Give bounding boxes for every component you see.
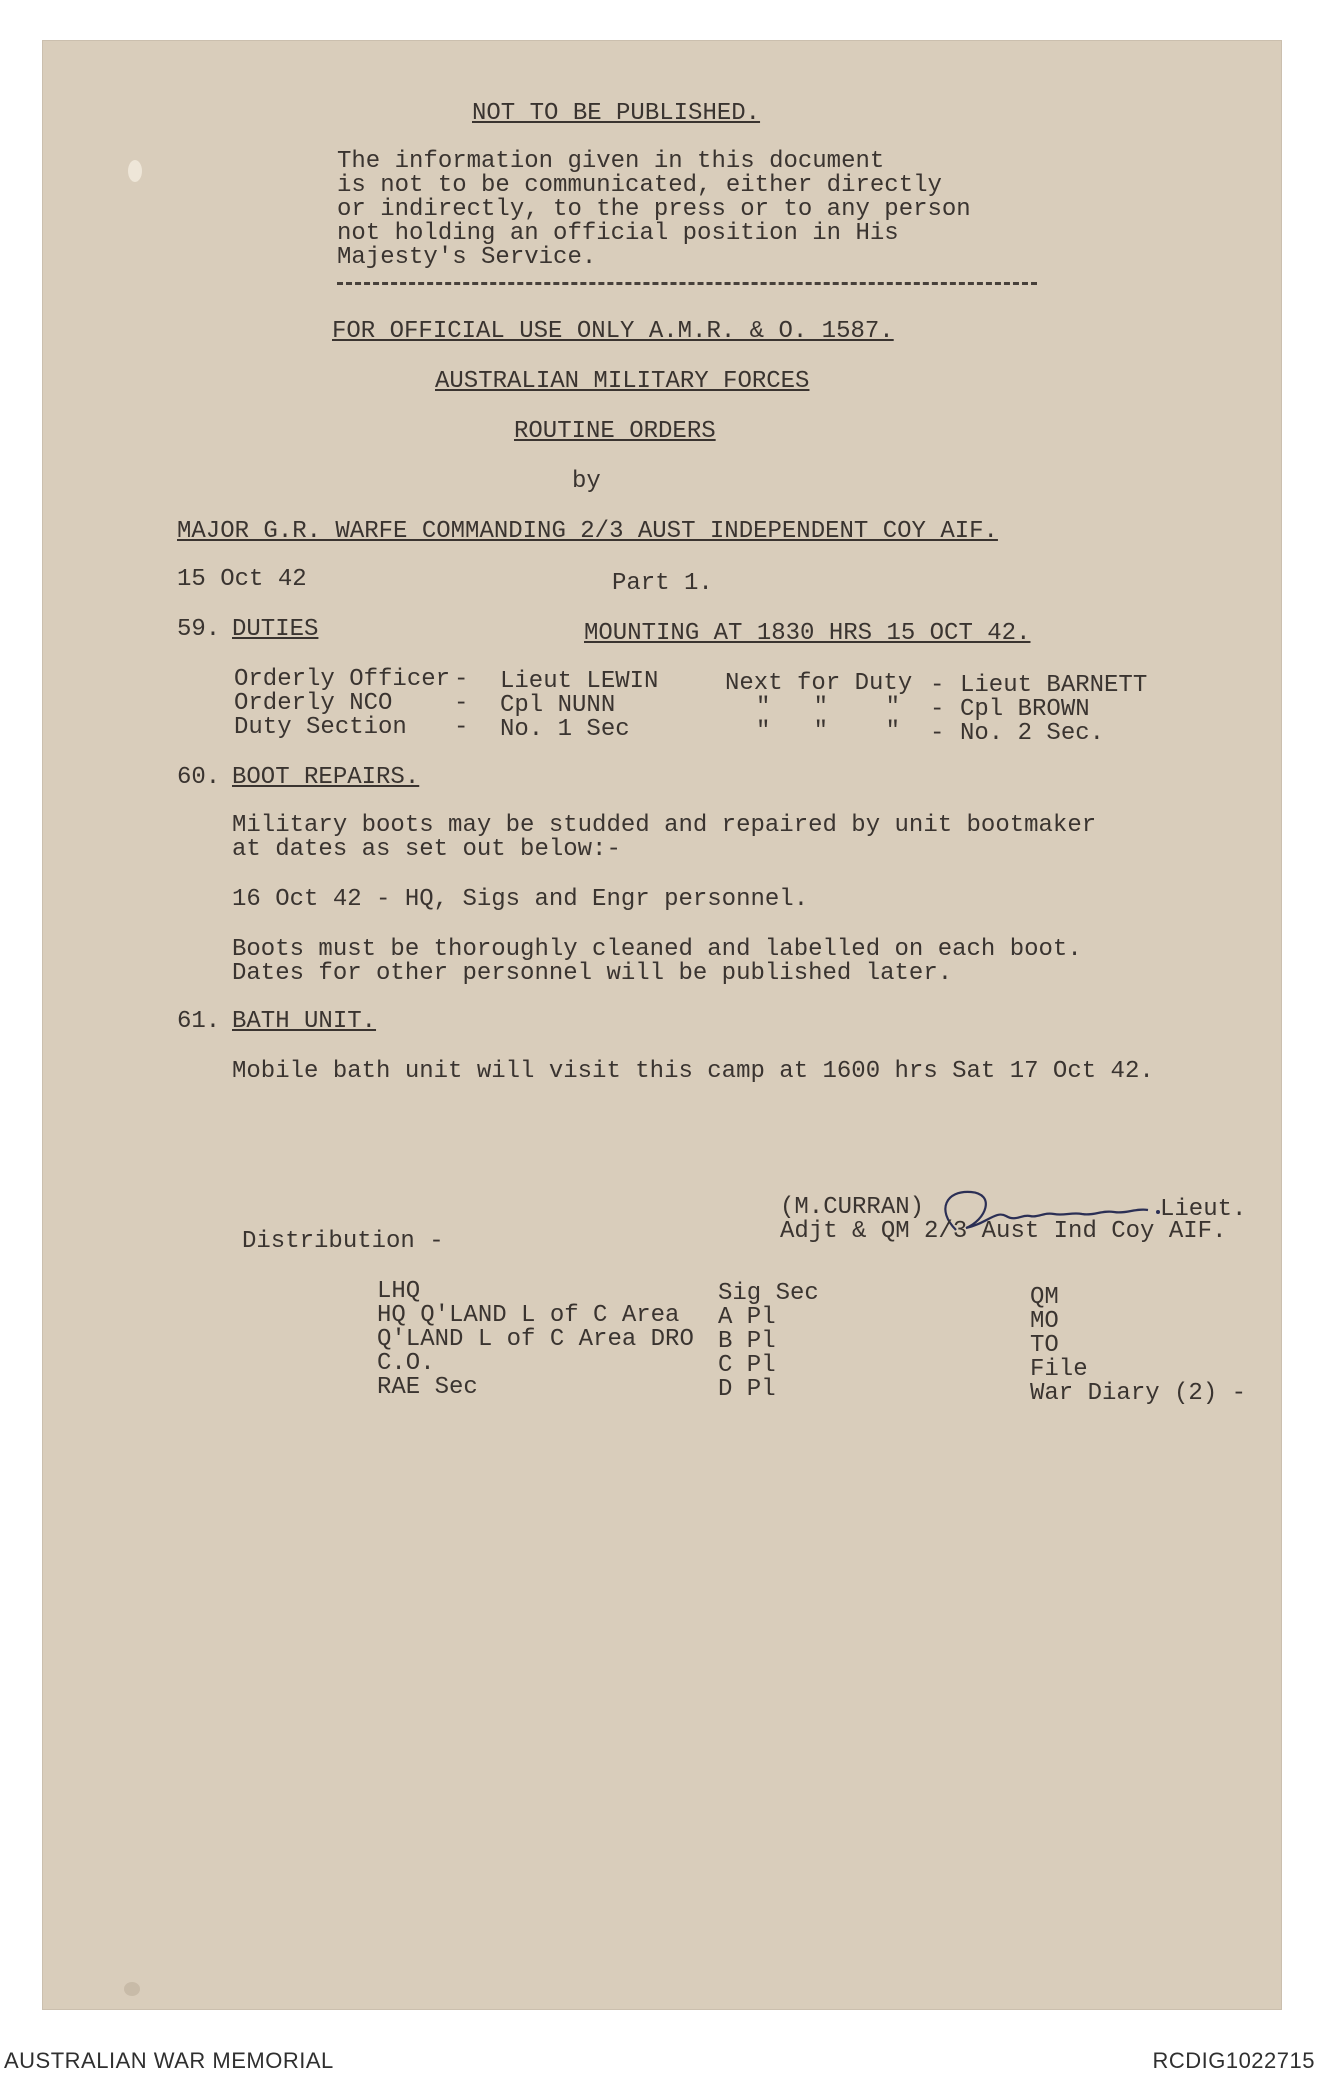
distribution-col1-item: LHQ bbox=[377, 1278, 421, 1305]
duty-sep: - bbox=[930, 696, 945, 723]
duty-name: Cpl NUNN bbox=[500, 692, 616, 719]
duty-sep: - bbox=[454, 666, 469, 693]
distribution-col2-item: D Pl bbox=[718, 1376, 776, 1403]
duty-next: " " " bbox=[756, 694, 901, 721]
warning-line-3: or indirectly, to the press or to any person bbox=[337, 196, 971, 223]
duty-sep: - bbox=[454, 714, 469, 741]
bath-unit-heading: BATH UNIT. bbox=[232, 1008, 377, 1035]
distribution-col3-item: MO bbox=[1030, 1308, 1059, 1335]
boot-schedule-line: 16 Oct 42 - HQ, Sigs and Engr personnel. bbox=[232, 886, 809, 913]
bath-unit-text: Mobile bath unit will visit this camp at 1600 hrs Sat 17 Oct 42. bbox=[232, 1058, 1154, 1085]
warning-line-1: The information given in this document bbox=[337, 148, 885, 175]
mounting-line: MOUNTING AT 1830 HRS 15 OCT 42. bbox=[584, 620, 1031, 647]
item-number: 59. bbox=[177, 616, 221, 643]
distribution-col2-item: C Pl bbox=[718, 1352, 776, 1379]
boot-text-line: at dates as set out below:- bbox=[232, 836, 621, 863]
boot-text-line: Dates for other personnel will be published later. bbox=[232, 960, 953, 987]
duty-sep: - bbox=[454, 690, 469, 717]
distribution-col1-item: RAE Sec bbox=[377, 1374, 478, 1401]
distribution-col2-item: A Pl bbox=[718, 1304, 776, 1331]
paper-mark bbox=[124, 1982, 140, 1996]
duty-next-name: Lieut BARNETT bbox=[960, 672, 1148, 699]
distribution-col3-item: War Diary (2) - bbox=[1030, 1380, 1247, 1407]
distribution-col2-item: Sig Sec bbox=[718, 1280, 819, 1307]
force-heading: AUSTRALIAN MILITARY FORCES bbox=[435, 368, 810, 395]
signatory-appointment: Adjt & QM 2/3 Aust Ind Coy AIF. bbox=[780, 1218, 1227, 1245]
warning-line-2: is not to be communicated, either directly bbox=[337, 172, 942, 199]
distribution-col2-item: B Pl bbox=[718, 1328, 776, 1355]
duty-name: Lieut LEWIN bbox=[500, 668, 659, 695]
duty-next-name: Cpl BROWN bbox=[960, 696, 1090, 723]
distribution-col1-item: C.O. bbox=[377, 1350, 435, 1377]
archive-footer-right: RCDIG1022715 bbox=[1152, 2048, 1315, 2073]
item-number: 60. bbox=[177, 764, 221, 791]
distribution-col1-item: HQ Q'LAND L of C Area bbox=[377, 1302, 680, 1329]
part-label: Part 1. bbox=[612, 570, 713, 597]
not-published-heading: NOT TO BE PUBLISHED. bbox=[472, 100, 761, 127]
signatory-name: (M.CURRAN) bbox=[780, 1194, 925, 1221]
duty-next: Next for Duty bbox=[725, 670, 913, 697]
paper-mark bbox=[128, 160, 142, 182]
duty-next-name: No. 2 Sec. bbox=[960, 720, 1105, 747]
duty-next: " " " bbox=[756, 718, 901, 745]
duties-heading: DUTIES bbox=[232, 616, 319, 643]
distribution-label: Distribution - bbox=[242, 1228, 444, 1255]
item-number: 61. bbox=[177, 1008, 221, 1035]
duty-name: No. 1 Sec bbox=[500, 716, 630, 743]
duty-role: Duty Section bbox=[234, 714, 407, 741]
boot-text-line: Military boots may be studded and repaired by unit bootmaker bbox=[232, 812, 1097, 839]
distribution-col3-item: File bbox=[1030, 1356, 1088, 1383]
distribution-col3-item: TO bbox=[1030, 1332, 1059, 1359]
warning-line-4: not holding an official position in His bbox=[337, 220, 899, 247]
document-page bbox=[42, 40, 1282, 2010]
order-date: 15 Oct 42 bbox=[177, 566, 307, 593]
boot-text-line: Boots must be thoroughly cleaned and labelled on each boot. bbox=[232, 936, 1082, 963]
official-use-line: FOR OFFICIAL USE ONLY A.M.R. & O. 1587. bbox=[332, 318, 894, 345]
distribution-col3-item: QM bbox=[1030, 1284, 1059, 1311]
archive-footer-left: AUSTRALIAN WAR MEMORIAL bbox=[4, 2048, 334, 2073]
duty-sep: - bbox=[930, 672, 945, 699]
orders-title: ROUTINE ORDERS bbox=[514, 418, 716, 445]
boot-repairs-heading: BOOT REPAIRS. bbox=[232, 764, 420, 791]
by-line: by bbox=[572, 468, 601, 495]
signatory-rank: Lieut. bbox=[1160, 1196, 1247, 1223]
duty-role: Orderly Officer bbox=[234, 666, 451, 693]
distribution-col1-item: Q'LAND L of C Area DRO bbox=[377, 1326, 694, 1353]
duty-role: Orderly NCO bbox=[234, 690, 393, 717]
duty-sep: - bbox=[930, 720, 945, 747]
warning-line-5: Majesty's Service. bbox=[337, 244, 597, 271]
divider bbox=[337, 282, 1037, 285]
commander-line: MAJOR G.R. WARFE COMMANDING 2/3 AUST INDEPENDENT COY AIF. bbox=[177, 518, 998, 545]
